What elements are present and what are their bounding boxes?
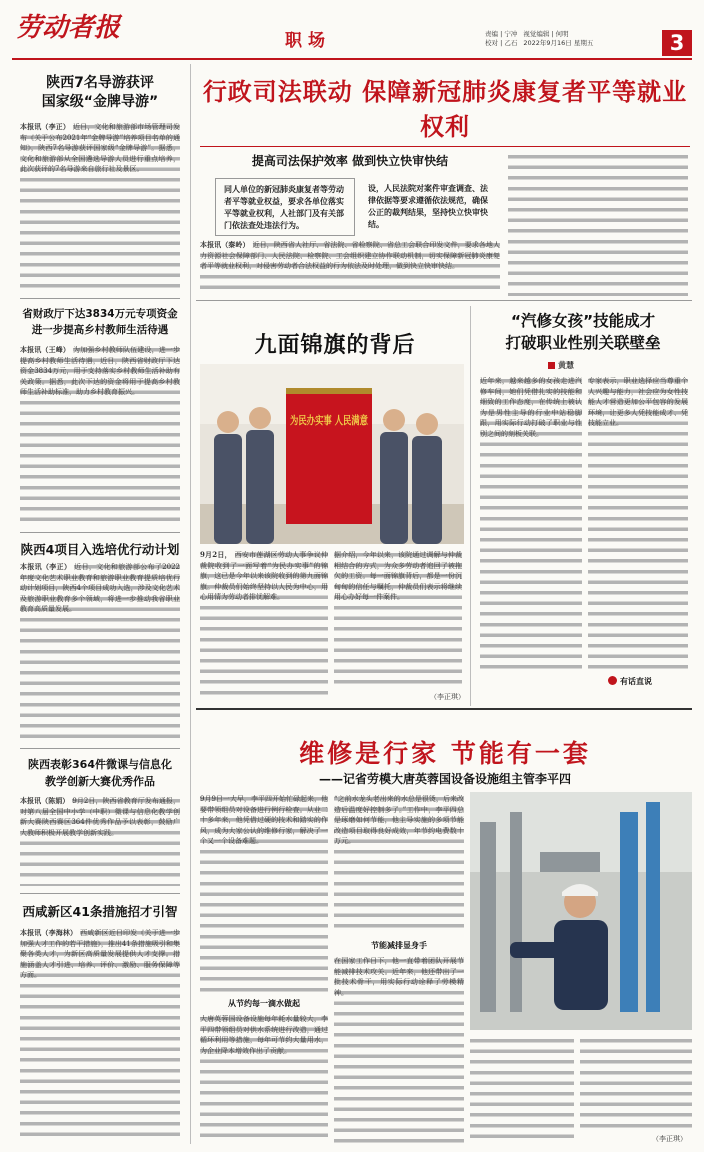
issue-editor: 责编 | 宁冲 [485,30,518,38]
bottom-subhead: ——记省劳模大唐英蓉国设备设施组主管李平四 [318,772,571,786]
story2-title-line: 省财政厅下达3834万元专项资金 [22,308,178,320]
right-story-title-line: 打破职业性别关联壁垒 [505,334,661,352]
story-divider [20,748,180,749]
nine-flags-signoff: （李正琪） [430,693,465,701]
bottom-body-4 [334,956,464,1144]
story3-text: 近日，文化和旅游部公布了2022年度文化艺术职业教育和旅游职业教育提质培优行动计划项目，陕西4个项目成功入选，涉及文化艺术及旅游职业教育多个领域，将进一步推动我省职业教育高质量发展。 [20,563,180,614]
masthead-logo-text: 劳动者报 [16,13,121,43]
nine-flags-lead: 9月2日， [200,550,235,559]
story2-title-line: 进一步提高乡村教师生活待遇 [31,324,169,336]
right-story-byline [548,360,574,371]
story3-headline: 陕西4项目入选培优行动计划 [20,542,180,557]
story3-lead: 本报讯（李正） [20,562,74,571]
nine-flags-body [200,550,328,700]
issue-date: 2022年9月16日 星期五 [523,39,594,47]
bottom-text-4: 在国家工作日下，他一直带着团队开展节能减排技术攻关。近年来，他还带出了一批技术骨干，用实际行动诠释了劳模精神。 [334,957,464,997]
right-story-headline [478,310,688,354]
story-divider [20,298,180,299]
bottom-headline: 维修是行家 节能有一套 [299,739,591,768]
masthead-rule [12,58,692,60]
story2-headline [20,306,180,338]
story1-title-line: 陕西7名导游获评 [46,75,154,91]
bottom-section-label: 从节约每一滴水做起 [228,999,300,1008]
right-story-body [480,376,582,672]
bottom-body-6 [580,1036,692,1132]
byline-marker [548,362,555,369]
story1-headline [20,74,180,112]
story-divider [20,893,180,894]
story4-title-line: 陕西表彰364件微课与信息化 [28,758,172,771]
story1-text: 近日，文化和旅游部市场管理司发布《关于公布2021年“金牌导游”培养项目名单的通知》，陕西7名导游获评国家级“金牌导游”。据悉，文化和旅游部从全国遴选导游人员进行重点培养，此次获评的7名导游来自旅行社及景区。 [20,123,180,174]
story2-lead: 本报讯（王峰） [20,345,73,354]
story2-body [20,345,180,525]
nine-flags-text: 西安市莲湖区劳动人事争议仲裁院收到了一面写着“为民办实事”的锦旗，这已是今年以来该院收到的第九面锦旗。仲裁员们始终坚持以人民为中心，用心用情为劳动者排忧解难。 [200,551,328,602]
main-subhead: 提高司法保护效率 做到快立快审快结 [251,154,449,168]
story4-text: 9月2日，陕西省教育厅发布通报，对第八届全国中小学（中职）微课与信息化教学创新大赛陕西赛区364件优秀作品予以表彰，鼓励广大教师积极开展教学创新实践。 [20,797,180,837]
bottom-body-5 [470,1036,574,1144]
column-divider [470,306,471,706]
bottom-text-2: 大唐英蓉国设备设施每年耗水量较大，李平四带领组员对供水系统进行改造，通过循环利用等措施，每年可节约大量用水，为企业降本增效作出了贡献。 [200,1015,328,1055]
section-divider [196,708,692,710]
story1-body [20,122,180,292]
bottom-body [200,794,328,994]
main-lead: 本报讯（秦岭） [200,240,253,249]
story1-lead: 本报讯（李正） [20,122,73,131]
issue-design: 视觉编辑 | 何明 [523,30,569,38]
issue-meta [485,30,655,48]
right-story-body-2 [588,376,688,672]
main-callout: 设，人民法院对案件审查调查、法律依据等要求遵循依法规范，确保公正的裁判结果，坚持快立快审快结。 [368,183,488,229]
main-text: 近日，陕西省人社厅、省法院、省检察院、省总工会联合印发文件，要求各地人力资源社会保障部门、人民法院、检察院、工会组织建立协作联动机制，切实保障新冠肺炎康复者平等就业权利，对侵害劳动者合法权益的行为依法及时处理，做到快立快审快结。 [200,241,500,271]
issue-proof: 校对 | 乙石 [485,39,518,47]
story4-headline [20,756,180,790]
main-headline: 行政司法联动 保障新冠肺炎康复者平等就业权利 [202,78,688,141]
editor-note [608,676,652,687]
main-callout: 同人单位的新冠肺炎康复者等劳动者平等就业权益，要求各单位落实平等就业权利，人社部门及有关部门依法查处违法行为。 [215,178,355,236]
column-divider [190,64,191,1144]
byline-text: 黄慧 [558,360,574,370]
story4-title-line: 教学创新大赛优秀作品 [45,775,155,788]
bottom-text: 9月9日一大早，李平四开始忙碌起来，他要带领组员对设备进行例行检查。从业二十多年来，他凭借过硬的技术和踏实的作风，成为大家公认的维修行家，解决了一个又一个设备难题。 [200,795,328,846]
worker-photo [470,792,692,1030]
main-body-continued [508,152,688,296]
banner-text: 为民办实事 人民满意 [290,414,393,427]
right-story-title-line: “汽修女孩”技能成才 [510,312,656,330]
nine-flags-body-2 [334,550,462,690]
section-title: 职场 [285,31,331,51]
note-marker [608,676,617,685]
bottom-body-2 [200,1014,328,1144]
page-number: 3 [662,30,692,56]
headline-rule [200,146,690,147]
story5-text: 西咸新区近日印发《关于进一步加强人才工作的若干措施》，推出41条措施吸引和集聚各类人才，为新区高质量发展提供人才支撑。措施涵盖人才引进、培养、评价、激励、服务保障等方面。 [20,929,180,980]
group-photo [200,364,464,544]
right-story-text: 近年来，越来越多的女孩走进汽修车间，她们凭借扎实的技能和细致的工作态度，在传统上被认为是男性主导的行业中站稳脚跟，用实际行动打破了职业与性别之间的刻板关联。 [480,377,582,438]
story1-title-line: 国家级“金牌导游” [41,94,159,110]
section-divider [196,300,692,301]
bottom-body-3 [334,794,464,934]
right-story-text-2: 专家表示，职业选择应当尊重个人兴趣与能力，社会应为女性技能人才营造更加公平包容的发展环境，让更多人凭技能成才、凭技能立业。 [588,377,688,428]
nine-flags-headline: 九面锦旗的背后 [254,333,416,358]
story3-body [20,562,180,740]
bottom-signoff: （李正琪） [652,1135,687,1143]
main-body [200,240,500,296]
story4-body [20,796,180,886]
bottom-section-label-2: 节能减排显身手 [371,941,427,950]
story5-lead: 本报讯（李海林） [20,928,80,937]
nine-flags-text-2: 据介绍，今年以来，该院通过调解与仲裁相结合的方式，为众多劳动者追回了被拖欠的工资。每一面锦旗背后，都是一份沉甸甸的信任与嘱托，仲裁员们表示将继续用心办好每一件案件。 [334,551,462,602]
masthead-logo [14,6,134,46]
story2-text: 为加强乡村教师队伍建设，进一步提高乡村教师生活待遇，近日，陕西省财政厅下达资金3834万元，用于支持落实乡村教师生活补助有关政策。据悉，此次下达的资金将用于提高乡村教师生活补助标准，助力乡村教育振兴。 [20,346,180,397]
bottom-text-3: “之前水龙头老出来的水总是很烫，后来改造后温度好控制多了。”工作中，李平四总是琢磨如何节能，他主导实施的多项节能改造项目取得良好成效，年节约电费数十万元。 [334,795,464,846]
story4-lead: 本报讯（陈娟） [20,796,72,805]
editor-note-text: 有话直说 [620,677,652,686]
story-divider [20,532,180,533]
story5-body [20,928,180,1142]
story5-headline: 西咸新区41条措施招才引智 [22,904,178,919]
